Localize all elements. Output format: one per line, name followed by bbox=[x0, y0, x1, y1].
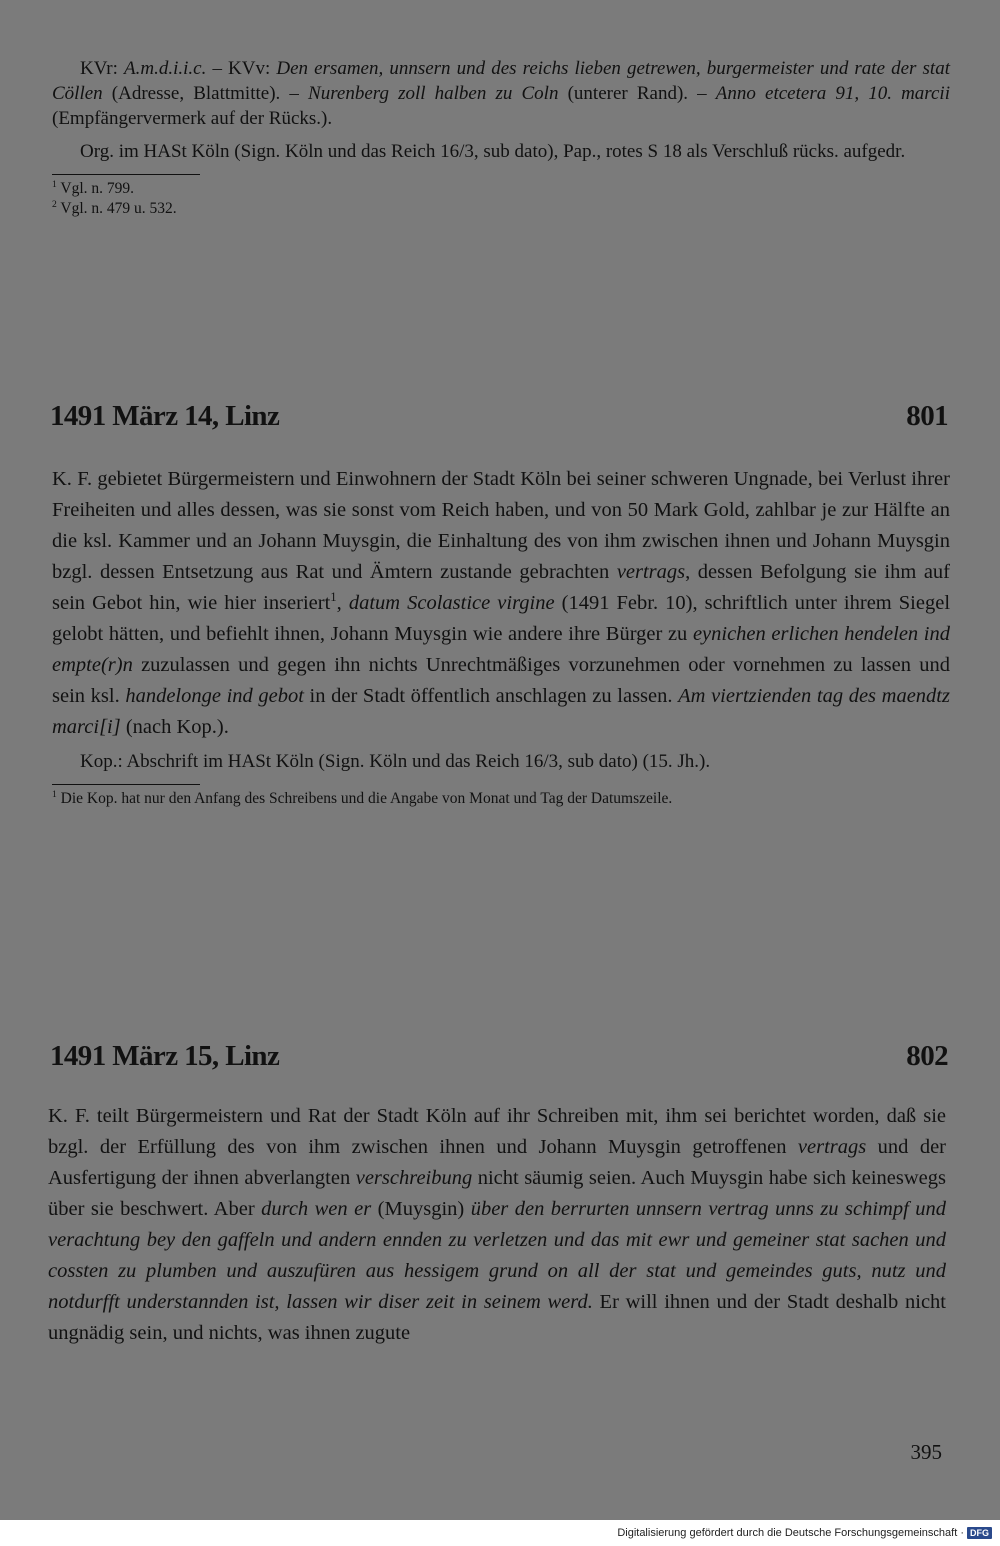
page-number: 395 bbox=[910, 1440, 942, 1464]
kvr-text-5: (Empfängervermerk auf der Rücks.). bbox=[52, 108, 333, 129]
entry-802-date-place: 1491 März 15, Linz bbox=[50, 1040, 280, 1072]
footnote-2: $^2$ Vgl. n. 479 u. 532. bbox=[52, 198, 177, 217]
entry-802-number: 802 bbox=[906, 1040, 948, 1072]
org-paragraph: Org. im HASt Köln (Sign. Köln und das Reich 16/3, sub dato), Pap., rotes S 18 als Verschluß rücks. aufgedr. bbox=[80, 141, 906, 162]
entry-801-heading bbox=[50, 400, 948, 433]
footnote-marker: 1 bbox=[330, 590, 337, 605]
funding-credit bbox=[617, 1527, 992, 1539]
kvr-italic-2: Den ersamen, unnsern und des reichs lieben getrewen, burgermeister und rate der stat Cöllen bbox=[52, 58, 950, 104]
previous-entry-tail bbox=[52, 56, 950, 219]
entry-801-date-place: 1491 März 14, Linz bbox=[50, 400, 280, 432]
footnote-1: $^1$ Vgl. n. 799. bbox=[52, 178, 135, 197]
entry-802-body bbox=[48, 1101, 946, 1349]
entry-801-body bbox=[52, 464, 950, 809]
entry-801-kop: Kop.: Abschrift im HASt Köln (Sign. Köln und das Reich 16/3, sub dato) (15. Jh.). bbox=[80, 751, 711, 772]
footnote-rule bbox=[52, 784, 200, 785]
footnote-rule bbox=[52, 174, 200, 175]
entry-802-heading bbox=[50, 1040, 948, 1073]
kvr-italic-1: A.m.d.i.i.c. bbox=[124, 58, 207, 79]
entry-801-regest: K. F. gebietet Bürgermeistern und Einwohnern der Stadt Köln bei seiner schweren Ungnade, bei Verlust ihrer Freiheiten und alles dessen, was sie sonst vom Reich haben, und von 50 Mark Gold, zahlbar je zur Hälfte an die ksl. Kammer und an Johann Muysgin, die Einhaltung des von ihm zwischen ihnen und Johann Muysgin bzgl. dessen Entsetzung aus Rat und Ämtern zustande gebrachten vertrags, dessen Befolgung sie ihm auf sein Gebot hin, wie hier inseriert$^1$, datum Scolastice virgine (1491 Febr. 10), schriftlich unter ihrem Siegel gelobt hätten, und befiehlt ihnen, Johann Muysgin wie andere ihre Bürger zu eynichen erlichen hendelen ind empte(r)n zuzulassen und gegen ihn nichts Unrechtmäßiges vorzunehmen oder vornehmen zu lassen und sein ksl. handelonge ind gebot in der Stadt öffentlich anschlagen zu lassen. Am viertzienden tag des maendtz marci[i] (nach Kop.). bbox=[52, 468, 951, 738]
kvr-paragraph bbox=[52, 56, 950, 131]
kvr-italic-4: Anno etcetera 91, 10. marcii bbox=[715, 83, 950, 104]
kvr-label: KVr: bbox=[80, 58, 125, 79]
funding-credit-text: Digitalisierung gefördert durch die Deutsche Forschungsgemeinschaft · bbox=[617, 1527, 964, 1539]
kvr-italic-3: Nurenberg zoll halben zu Coln bbox=[308, 83, 559, 104]
kvr-sep: – KVv: bbox=[206, 58, 277, 79]
kvr-text-3: (Adresse, Blattmitte). – bbox=[102, 83, 309, 104]
dfg-logo-icon: DFG bbox=[967, 1527, 992, 1539]
entry-802-regest: K. F. teilt Bürgermeistern und Rat der Stadt Köln auf ihr Schreiben mit, ihm sei berichtet worden, daß sie bzgl. der Erfüllung des von ihm zwischen ihnen und Johann Muysgin getroffenen vertrags und der Ausfertigung der ihnen abverlangten verschreibung nicht säumig seien. Auch Muysgin habe sich keineswegs über sie beschwert. Aber durch wen er (Muysgin) über den berrurten unnsern vertrag unns zu schimpf und verachtung bey den gaffeln und andern ennden zu verletzen und das mit ewr und gemeiner stat sachen und cossten zu plumben und auszufüren aus hessigem grund on all der stat und gemeindes guts, nutz und notdurfft understannden ist, lassen wir diser zeit in seinem werd. Er will ihnen und der Stadt deshalb nicht ungnädig sein, und nichts, was ihnen zugute bbox=[48, 1105, 946, 1344]
entry-801-number: 801 bbox=[906, 400, 948, 432]
kvr-text-4: (unterer Rand). – bbox=[558, 83, 716, 104]
entry-801-footnote-1: $^1$ Die Kop. hat nur den Anfang des Schreibens und die Angabe von Monat und Tag der Datumszeile. bbox=[52, 788, 673, 807]
